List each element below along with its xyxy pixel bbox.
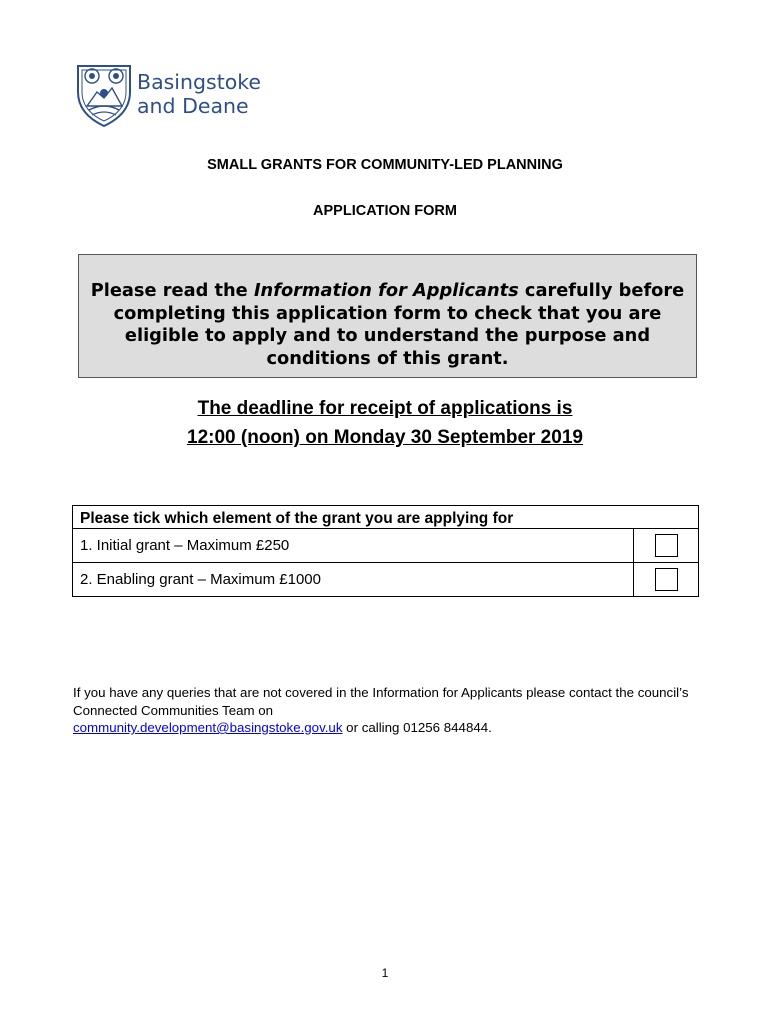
queries-phone-text: or calling 01256 844844. bbox=[342, 720, 492, 735]
document-title: SMALL GRANTS FOR COMMUNITY-LED PLANNING bbox=[207, 157, 563, 173]
logo-line-1: Basingstoke bbox=[137, 70, 262, 94]
queries-paragraph bbox=[73, 684, 713, 737]
option-checkbox-cell bbox=[634, 563, 699, 597]
queries-text: If you have any queries that are not covered in the Information for Applicants please contact the council’s Connected Communities Team on bbox=[73, 685, 689, 718]
option-checkbox-cell bbox=[634, 529, 699, 563]
option-label-initial-grant: 1. Initial grant – Maximum £250 bbox=[73, 529, 634, 563]
notice-text-post: carefully before completing this application form to check that you are eligible to apply and to understand the purpose and conditions of this grant. bbox=[113, 280, 685, 369]
enabling-grant-checkbox[interactable] bbox=[655, 568, 678, 591]
initial-grant-checkbox[interactable] bbox=[655, 534, 678, 557]
logo-line-2: and Deane bbox=[137, 94, 249, 118]
coat-of-arms-icon bbox=[75, 62, 133, 128]
grant-table-header: Please tick which element of the grant you are applying for bbox=[73, 506, 699, 529]
option-label-enabling-grant: 2. Enabling grant – Maximum £1000 bbox=[73, 563, 634, 597]
council-logo bbox=[75, 62, 285, 132]
deadline-line-2: 12:00 (noon) on Monday 30 September 2019 bbox=[187, 427, 583, 448]
deadline-notice bbox=[0, 394, 770, 452]
notice-text-italic: Information for Applicants bbox=[253, 280, 519, 301]
notice-box bbox=[78, 254, 697, 378]
grant-selection-table bbox=[72, 505, 699, 597]
table-row bbox=[73, 529, 699, 563]
document-subtitle: APPLICATION FORM bbox=[313, 203, 457, 219]
table-row bbox=[73, 563, 699, 597]
notice-text-pre: Please read the bbox=[90, 280, 254, 301]
page-number: 1 bbox=[381, 966, 389, 980]
deadline-line-1: The deadline for receipt of applications is bbox=[197, 398, 573, 419]
email-link[interactable]: community.development@basingstoke.gov.uk bbox=[73, 720, 343, 735]
